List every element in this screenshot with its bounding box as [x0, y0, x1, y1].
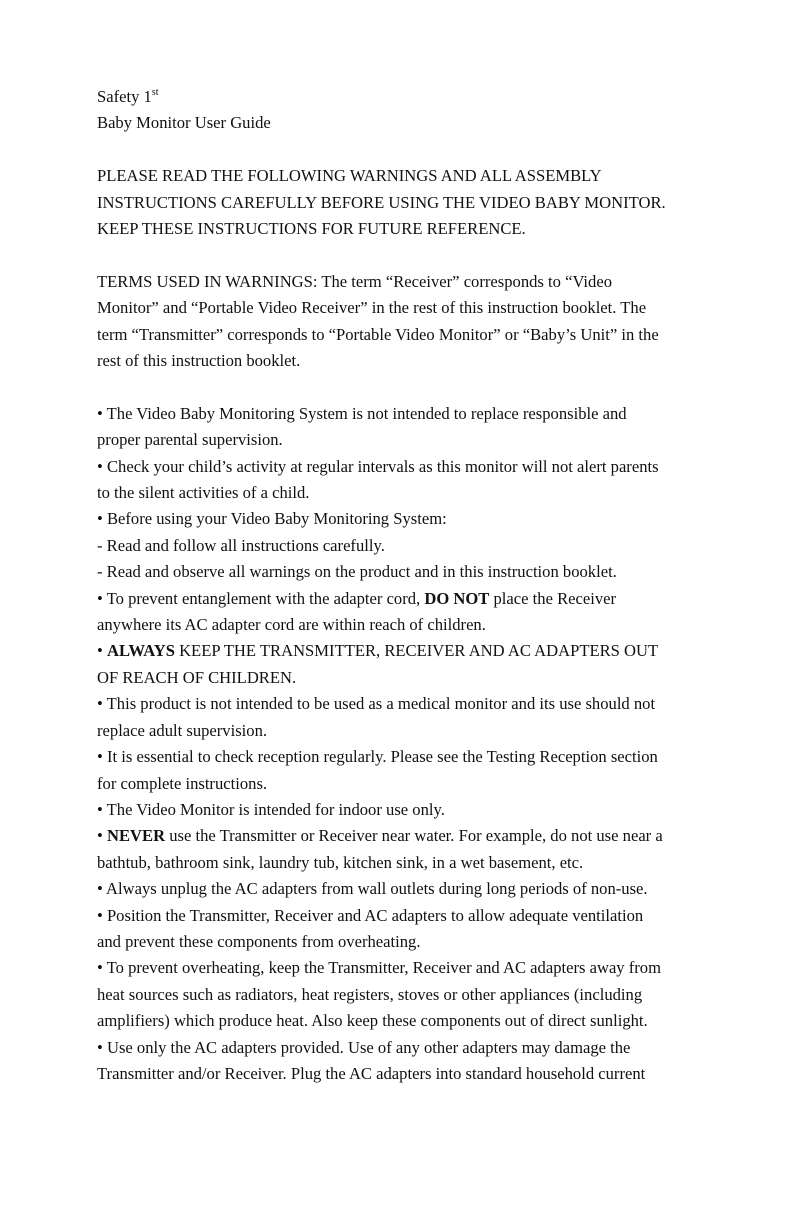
sub-bullet-line: - Read and follow all instructions carefully.: [97, 535, 385, 555]
document-page: [97, 84, 797, 1087]
terms-line: TERMS USED IN WARNINGS: The term “Receiver” corresponds to “Video: [97, 271, 612, 291]
bullet-line: • Use only the AC adapters provided. Use of any other adapters may damage the: [97, 1037, 631, 1057]
bullet-line: bathtub, bathroom sink, laundry tub, kitchen sink, in a wet basement, etc.: [97, 852, 584, 872]
brand-line: [97, 84, 797, 110]
bullet-line: • This product is not intended to be used as a medical monitor and its use should not: [97, 694, 656, 714]
bullet-line: Transmitter and/or Receiver. Plug the AC adapters into standard household current: [97, 1063, 646, 1083]
spacer: [97, 242, 797, 268]
bullet-text: • To prevent entanglement with the adapter cord,: [97, 588, 425, 608]
bullet-text: KEEP THE TRANSMITTER, RECEIVER AND AC ADAPTERS OUT: [174, 641, 659, 661]
bullet-line: • To prevent overheating, keep the Transmitter, Receiver and AC adapters away from: [97, 958, 662, 978]
bullet-line: anywhere its AC adapter cord are within reach of children.: [97, 615, 486, 635]
warning-heading-line: PLEASE READ THE FOLLOWING WARNINGS AND ALL ASSEMBLY: [97, 166, 602, 186]
sub-bullet-line: - Read and observe all warnings on the product and in this instruction booklet.: [97, 562, 617, 582]
bullet-text: •: [97, 826, 107, 846]
bullet-line: OF REACH OF CHILDREN.: [97, 667, 297, 687]
terms-line: rest of this instruction booklet.: [97, 351, 301, 371]
brand-name: Safety 1: [97, 87, 152, 106]
bullet-line: for complete instructions.: [97, 773, 268, 793]
bullet-line: [97, 638, 797, 664]
terms-line: term “Transmitter” corresponds to “Portable Video Monitor” or “Baby’s Unit” in the: [97, 324, 659, 344]
bullet-line: heat sources such as radiators, heat registers, stoves or other appliances (including: [97, 984, 643, 1004]
bullet-line: amplifiers) which produce heat. Also keep these components out of direct sunlight.: [97, 1011, 648, 1031]
bullet-text: •: [97, 641, 107, 661]
emphasis-text: NEVER: [106, 826, 166, 846]
emphasis-text: ALWAYS: [106, 641, 175, 661]
spacer: [97, 137, 797, 163]
bullet-line: • Always unplug the AC adapters from wall outlets during long periods of non-use.: [97, 879, 648, 899]
warning-heading-line: KEEP THESE INSTRUCTIONS FOR FUTURE REFERENCE.: [97, 219, 526, 239]
bullet-line: proper parental supervision.: [97, 430, 283, 450]
warning-heading-line: INSTRUCTIONS CAREFULLY BEFORE USING THE VIDEO BABY MONITOR.: [97, 192, 666, 212]
bullet-line: • It is essential to check reception regularly. Please see the Testing Reception section: [97, 747, 658, 767]
bullet-line: replace adult supervision.: [97, 720, 268, 740]
emphasis-text: DO NOT: [424, 588, 490, 608]
bullet-line: • Check your child’s activity at regular intervals as this monitor will not alert parents: [97, 456, 659, 476]
bullet-text: place the Receiver: [489, 588, 617, 608]
bullet-line: • The Video Baby Monitoring System is not intended to replace responsible and: [97, 403, 627, 423]
document-title: Baby Monitor User Guide: [97, 113, 271, 133]
bullet-text: use the Transmitter or Receiver near water. For example, do not use near a: [165, 826, 663, 846]
bullet-line: • The Video Monitor is intended for indoor use only.: [97, 799, 445, 819]
bullet-line: • Position the Transmitter, Receiver and AC adapters to allow adequate ventilation: [97, 905, 644, 925]
bullet-line: • Before using your Video Baby Monitoring System:: [97, 509, 447, 529]
bullet-line: [97, 586, 797, 612]
terms-line: Monitor” and “Portable Video Receiver” in the rest of this instruction booklet. The: [97, 298, 647, 318]
spacer: [97, 374, 797, 400]
bullet-line: to the silent activities of a child.: [97, 483, 310, 503]
brand-superscript: st: [151, 87, 159, 98]
bullet-line: [97, 823, 797, 849]
bullet-line: and prevent these components from overheating.: [97, 931, 421, 951]
